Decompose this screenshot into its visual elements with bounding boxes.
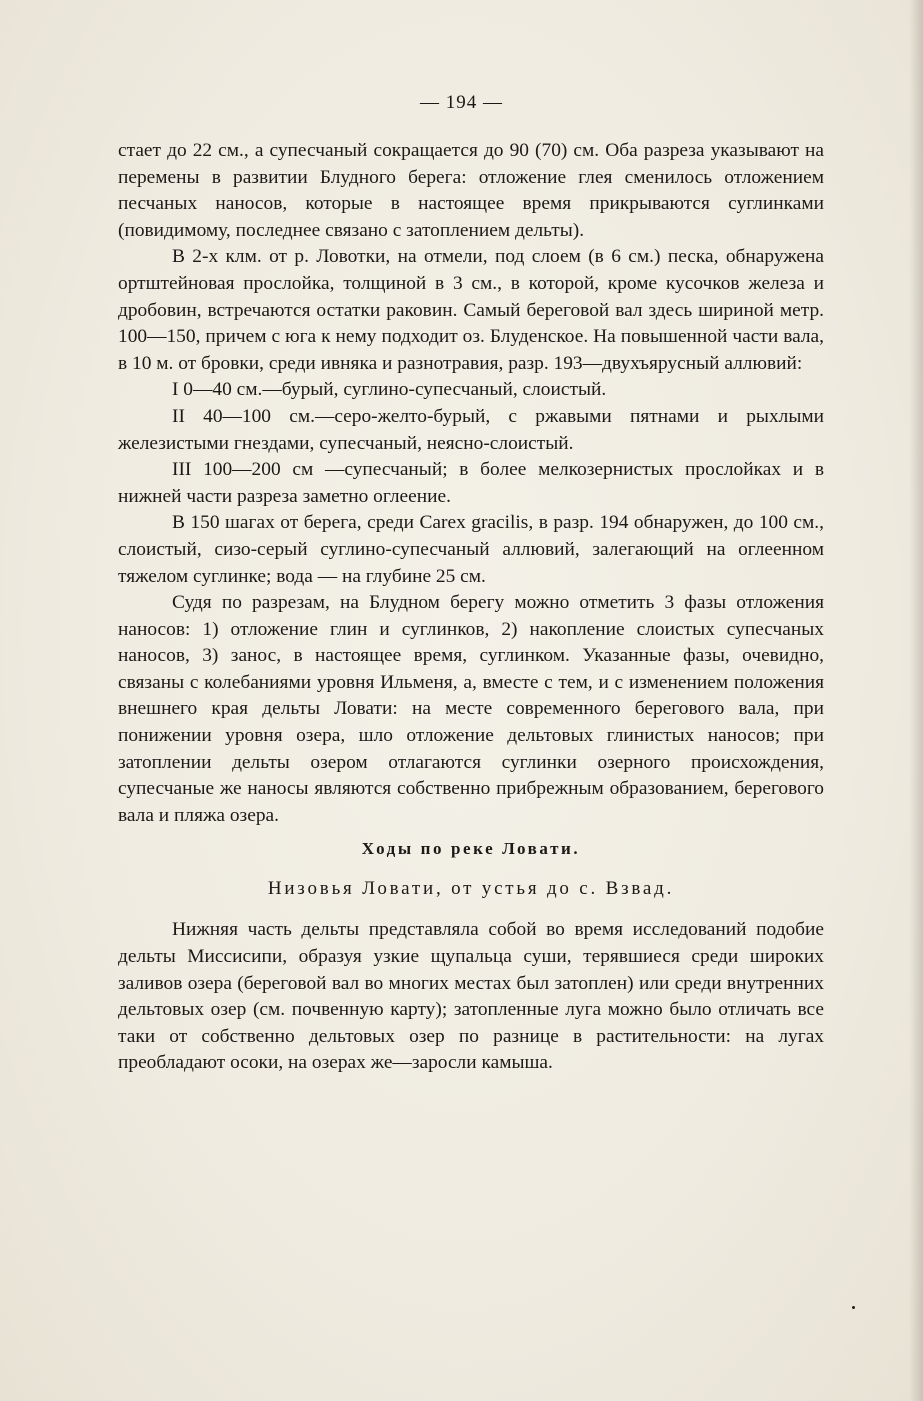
page-body (118, 138, 824, 1077)
print-speck (852, 1306, 855, 1309)
paragraph-lovotka: В 2-х клм. от р. Ловотки, на отмели, под слоем (в 6 см.) песка, обнаружена ортштейновая прослойка, толщиной в 3 см., в которой, кроме кусочков железа и дробовин, встречаются остатки раковин. Самый береговой вал здесь шириной метр. 100—150, причем с юга к нему подходит оз. Блуденское. На повышенной части вала, в 10 м. от бровки, среди ивняка и разнотравия, разр. 193—двухъярусный аллювий: (118, 246, 824, 374)
paragraph-continuation: стает до 22 см., а супесчаный сокращается до 90 (70) см. Оба разреза указывают на перемены в развитии Блудного берега: отложение глея сменилось отложением песчаных наносов, которые в настоящее время прикрываются суглинками (повидимому, последнее связано с затоплением дельты). (118, 140, 824, 241)
page-number: — 194 — (420, 92, 503, 113)
page-edge-shadow (909, 0, 923, 1401)
profile-layer-1: I 0—40 см.—бурый, суглино-супесчаный, слоистый. (172, 379, 607, 401)
paragraph-carex: В 150 шагах от берега, среди Carex gracilis, в разр. 194 обнаружен, до 100 см., слоистый, сизо-серый суглино-супесчаный аллювий, залегающий на оглеенном тяжелом суглинке; вода — на глубине 25 см. (118, 512, 824, 587)
profile-layer-2: II 40—100 см.—серо-желто-бурый, с ржавыми пятнами и рыхлыми железистыми гнездами, супесчаный, неясно-слоистый. (118, 405, 824, 454)
paragraph-lower-delta: Нижняя часть дельты представляла собой во время исследований подобие дельты Миссисипи, образуя узкие щупальца суши, терявшиеся среди широких заливов озера (береговой вал во многих местах был затоплен) или среди внутренних дельтовых озер (см. почвенную карту); затопленные луга можно было отличать все таки от собственно дельтовых озер по разнице в растительности: на лугах преобладают осоки, на озерах же—заросли камыша. (118, 919, 824, 1074)
subsection-heading: Низовья Ловати, от устья до с. Взвад. (267, 878, 675, 900)
paragraph-phases: Судя по разрезам, на Блудном берегу можно отметить 3 фазы отложения наносов: 1) отложение глин и суглинков, 2) накопление слоистых супесчаных наносов, 3) занос, в настоящее время, суглинком. Указанные фазы, очевидно, связаны с колебаниями уровня Ильменя, а, вместе с тем, и с изменением положения внешнего края дельты Ловати: на месте современного берегового вала, при понижении уровня озера, шло отложение дельтовых глинистых наносов; при затоплении дельты озером отлагаются суглинки озерного происхождения, супесчаные же наносы являются собственно прибрежным образованием, берегового вала и пляжа озера. (118, 592, 824, 826)
profile-layer-3: III 100—200 см —супесчаный; в более мелкозернистых прослойках и в нижней части разреза заметно оглеение. (118, 459, 824, 507)
section-heading: Ходы по реке Ловати. (361, 839, 581, 859)
